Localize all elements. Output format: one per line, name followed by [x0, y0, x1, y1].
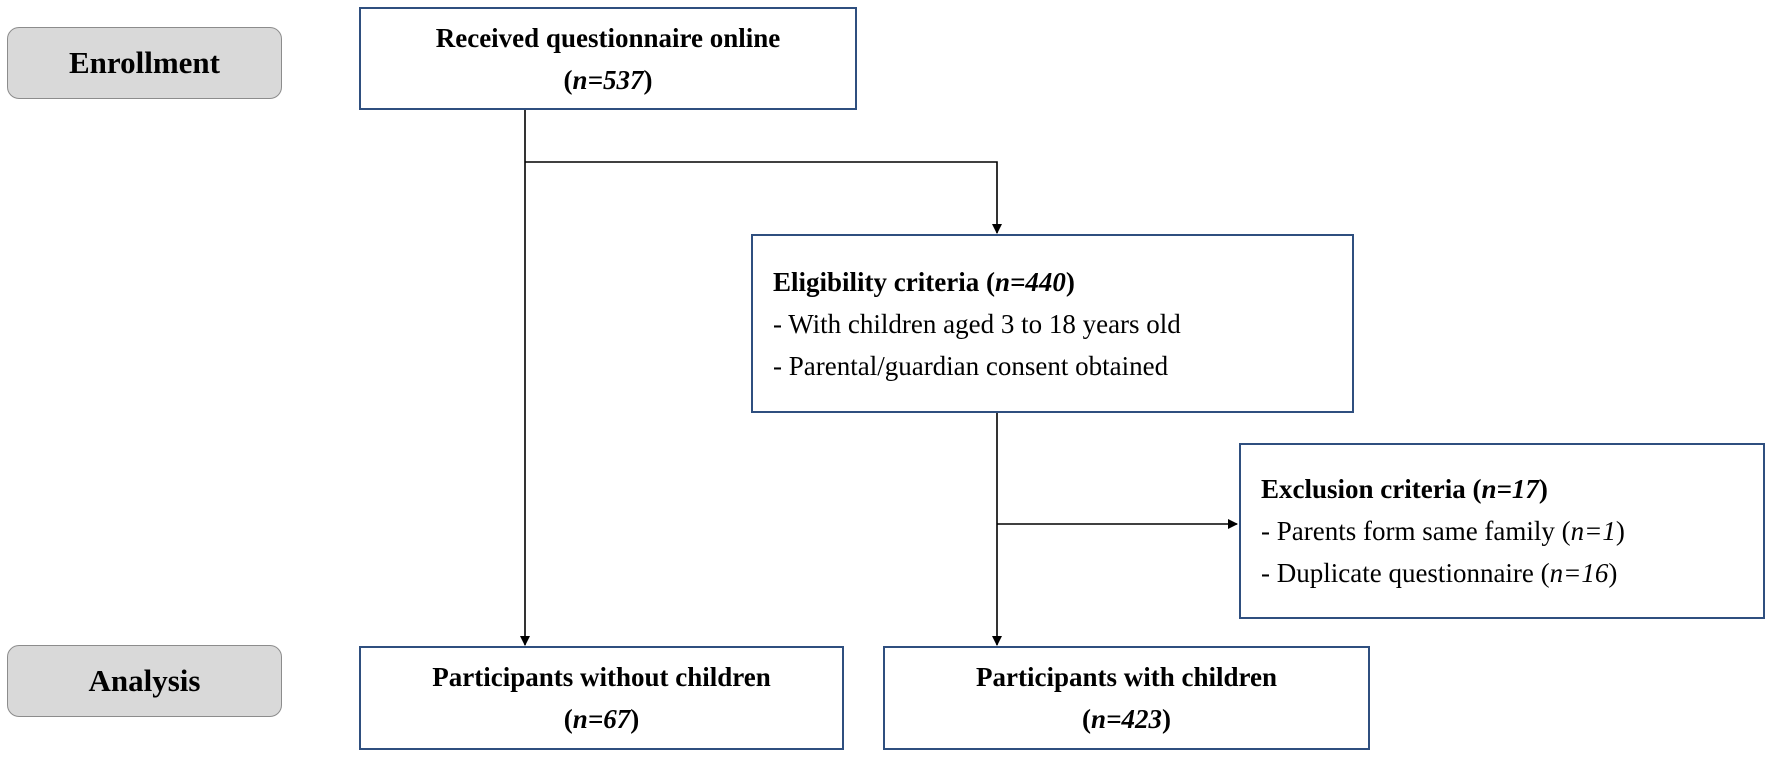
- eligibility-item: - With children aged 3 to 18 years old: [773, 308, 1181, 339]
- phase-enrollment-label: Enrollment: [69, 45, 220, 80]
- without-children-box: [359, 646, 844, 750]
- without-children-count: (n=67): [563, 704, 640, 734]
- with-children-box: [883, 646, 1370, 750]
- without-children-title: Participants without children: [432, 662, 771, 692]
- received-questionnaire-box: [359, 7, 857, 110]
- with-children-title: Participants with children: [975, 662, 1277, 692]
- phase-analysis: [7, 645, 282, 717]
- exclusion-item: - Parents form same family (n=1): [1261, 516, 1625, 546]
- exclusion-criteria-box: [1239, 443, 1765, 619]
- eligibility-title: Eligibility criteria (n=440): [773, 266, 1075, 297]
- received-count: (n=537): [563, 64, 653, 95]
- connector-branch-to-eligibility: [525, 162, 997, 233]
- exclusion-title: Exclusion criteria (n=17): [1261, 474, 1548, 504]
- exclusion-item: - Duplicate questionnaire (n=16): [1261, 558, 1618, 588]
- phase-enrollment: [7, 27, 282, 99]
- received-title: Received questionnaire online: [435, 22, 781, 53]
- eligibility-item: - Parental/guardian consent obtained: [773, 350, 1169, 381]
- eligibility-criteria-box: [751, 234, 1354, 413]
- with-children-count: (n=423): [1082, 704, 1171, 734]
- phase-analysis-label: Analysis: [88, 663, 201, 698]
